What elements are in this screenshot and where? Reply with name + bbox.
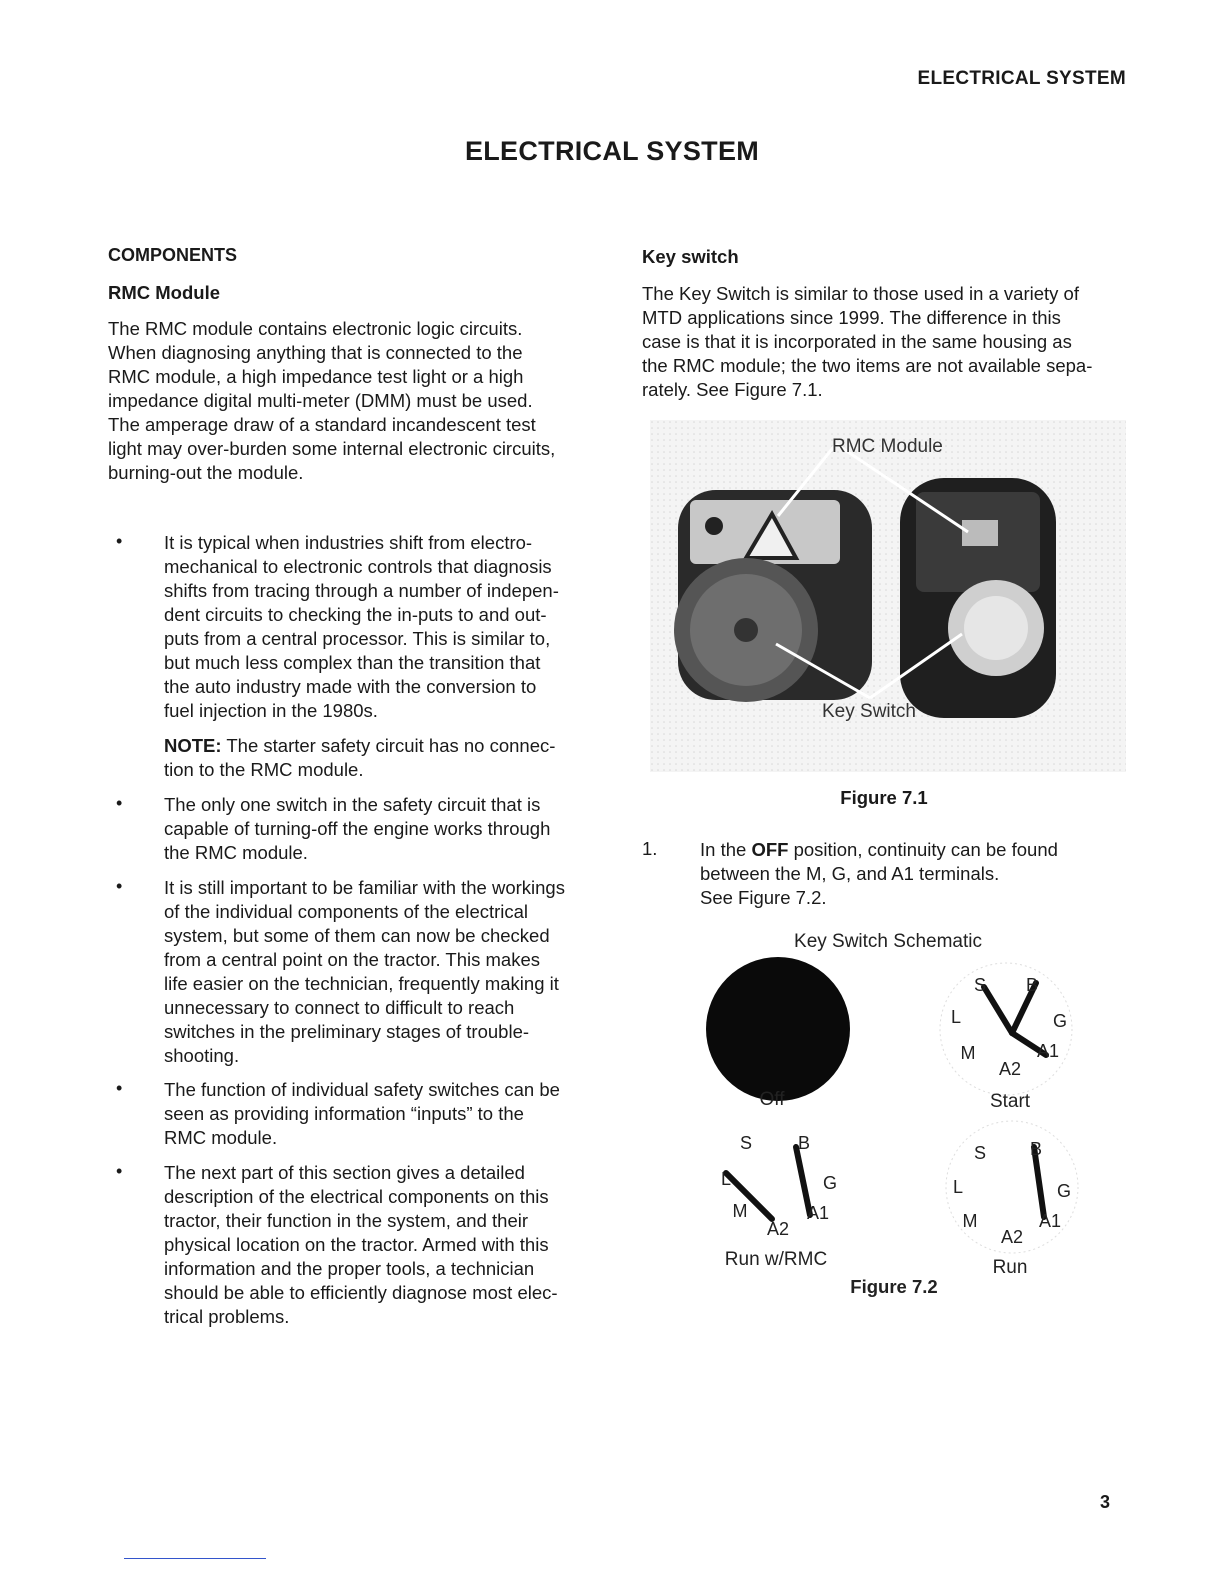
page-number: 3 — [1100, 1492, 1111, 1512]
text-line: The Key Switch is similar to those used in a variety of — [642, 283, 1079, 304]
text-line: rately. See Figure 7.1. — [642, 379, 823, 400]
text-line: the auto industry made with the conversion to — [164, 676, 537, 697]
figure-7-2-schematic — [700, 925, 1100, 1305]
terminal-a1: A1 — [1036, 1041, 1060, 1061]
text-line: should be able to efficiently diagnose most elec- — [164, 1282, 558, 1303]
label-key-switch: Key Switch — [822, 701, 916, 722]
text-line: case is that it is incorporated in the same housing as — [642, 331, 1072, 352]
text-line: RMC module, a high impedance test light or a high — [108, 366, 524, 387]
text-line: unnecessary to connect to difficult to reach — [164, 997, 515, 1018]
text-line: MTD applications since 1999. The difference in this — [642, 307, 1061, 328]
bullet-marker: • — [116, 876, 123, 896]
text-line: puts from a central processor. This is similar to, — [164, 628, 551, 649]
note-label: NOTE: — [164, 735, 222, 756]
bullet-marker: • — [116, 793, 123, 813]
rmc-module-photo — [650, 420, 1126, 772]
text-line: The RMC module contains electronic logic circuits. — [108, 318, 523, 339]
terminal-s: S — [973, 1143, 987, 1163]
subheading-rmc-module: RMC Module — [108, 282, 221, 303]
note-text: The starter safety circuit has no connec- — [221, 735, 556, 756]
bullet-marker: • — [116, 1078, 123, 1098]
text-line: shifts from tracing through a number of indepen- — [164, 580, 559, 601]
footer-rule — [124, 1558, 266, 1559]
text-line: The amperage draw of a standard incandescent test — [108, 414, 536, 435]
terminal-a1: A1 — [806, 1203, 830, 1223]
bullet-marker: • — [116, 1161, 123, 1181]
text-line: dent circuits to checking the in-puts to and out- — [164, 604, 547, 625]
bullet-item — [164, 1161, 604, 1329]
text-line: but much less complex than the transition that — [164, 652, 541, 673]
terminal-l: L — [952, 1177, 964, 1197]
bullet-item — [164, 876, 604, 1068]
step-number: 1. — [642, 838, 658, 859]
text-line: physical location on the tractor. Armed with this — [164, 1234, 549, 1255]
terminal-b: B — [1025, 975, 1039, 995]
text-line: from a central point on the tractor. This makes — [164, 949, 540, 970]
text-line: switches in the preliminary stages of trouble- — [164, 1021, 530, 1042]
text-line: It is typical when industries shift from electro- — [164, 532, 533, 553]
bullet-item — [164, 1078, 604, 1150]
rmc-intro-paragraph — [108, 317, 598, 485]
off-emphasis: OFF — [751, 839, 789, 860]
text-line: capable of turning-off the engine works through — [164, 818, 551, 839]
note-text: tion to the RMC module. — [164, 759, 364, 780]
text-line: of the individual components of the electrical — [164, 901, 529, 922]
caption-run: Run — [992, 1257, 1028, 1278]
terminal-g: G — [1052, 1011, 1068, 1031]
bullet-item — [164, 793, 604, 865]
terminal-b: B — [797, 1133, 811, 1153]
text-fragment: position, continuity can be found — [788, 839, 1058, 860]
terminal-m: M — [960, 1043, 976, 1063]
off-diagram-disc — [706, 957, 850, 1101]
text-line: description of the electrical components on this — [164, 1186, 549, 1207]
subheading-key-switch: Key switch — [642, 246, 739, 267]
text-line: fuel injection in the 1980s. — [164, 700, 378, 721]
text-line: burning-out the module. — [108, 462, 304, 483]
step-text — [700, 838, 1120, 910]
text-line: the RMC module. — [164, 842, 308, 863]
terminal-g: G — [1056, 1181, 1072, 1201]
terminal-m: M — [732, 1201, 748, 1221]
section-heading-components: COMPONENTS — [108, 245, 238, 265]
terminal-l: L — [950, 1007, 962, 1027]
text-line: The next part of this section gives a detailed — [164, 1162, 525, 1183]
text-line: information and the proper tools, a technician — [164, 1258, 535, 1279]
text-line: tractor, their function in the system, and their — [164, 1210, 529, 1231]
terminal-a2: A2 — [766, 1219, 790, 1239]
figure-7-1-photo — [650, 420, 1126, 772]
text-line: between the M, G, and A1 terminals. — [700, 863, 1000, 884]
figure-7-1-caption: Figure 7.1 — [840, 787, 928, 808]
text-line: impedance digital multi-meter (DMM) must be used. — [108, 390, 533, 411]
caption-run-w-rmc: Run w/RMC — [724, 1249, 828, 1270]
text-line: RMC module. — [164, 1127, 278, 1148]
text-fragment: In the — [700, 839, 752, 860]
bullet-item — [164, 531, 604, 723]
note-block — [164, 734, 604, 782]
terminal-s: S — [739, 1133, 753, 1153]
text-line: trical problems. — [164, 1306, 290, 1327]
text-line: light may over-burden some internal electronic circuits, — [108, 438, 556, 459]
terminal-m: M — [962, 1211, 978, 1231]
terminal-a2: A2 — [998, 1059, 1022, 1079]
text-line: It is still important to be familiar with the workings — [164, 877, 565, 898]
terminal-a2: A2 — [1000, 1227, 1024, 1247]
text-line: The function of individual safety switches can be — [164, 1079, 560, 1100]
running-header: ELECTRICAL SYSTEM — [917, 68, 1126, 89]
text-line: life easier on the technician, frequently making it — [164, 973, 559, 994]
key-switch-schematic — [700, 925, 1100, 1305]
text-line: system, but some of them can now be checked — [164, 925, 550, 946]
terminal-s: S — [973, 975, 987, 995]
schematic-title: Key Switch Schematic — [794, 931, 982, 952]
figure-7-2-caption: Figure 7.2 — [850, 1276, 938, 1297]
terminal-l: L — [720, 1169, 732, 1189]
key-switch-intro-paragraph — [642, 282, 1132, 402]
text-line: See Figure 7.2. — [700, 887, 827, 908]
text-line: mechanical to electronic controls that diagnosis — [164, 556, 552, 577]
label-rmc-module: RMC Module — [832, 436, 943, 457]
bullet-marker: • — [116, 531, 123, 551]
text-line: shooting. — [164, 1045, 240, 1066]
terminal-a1: A1 — [1038, 1211, 1062, 1231]
text-line: When diagnosing anything that is connected to the — [108, 342, 523, 363]
text-line: seen as providing information “inputs” to the — [164, 1103, 524, 1124]
caption-start: Start — [989, 1091, 1031, 1112]
text-line: The only one switch in the safety circuit that is — [164, 794, 541, 815]
terminal-g: G — [822, 1173, 838, 1193]
caption-off: Off — [759, 1089, 785, 1110]
page-title: ELECTRICAL SYSTEM — [464, 136, 760, 166]
terminal-b: B — [1029, 1139, 1043, 1159]
text-line: the RMC module; the two items are not available sepa- — [642, 355, 1093, 376]
